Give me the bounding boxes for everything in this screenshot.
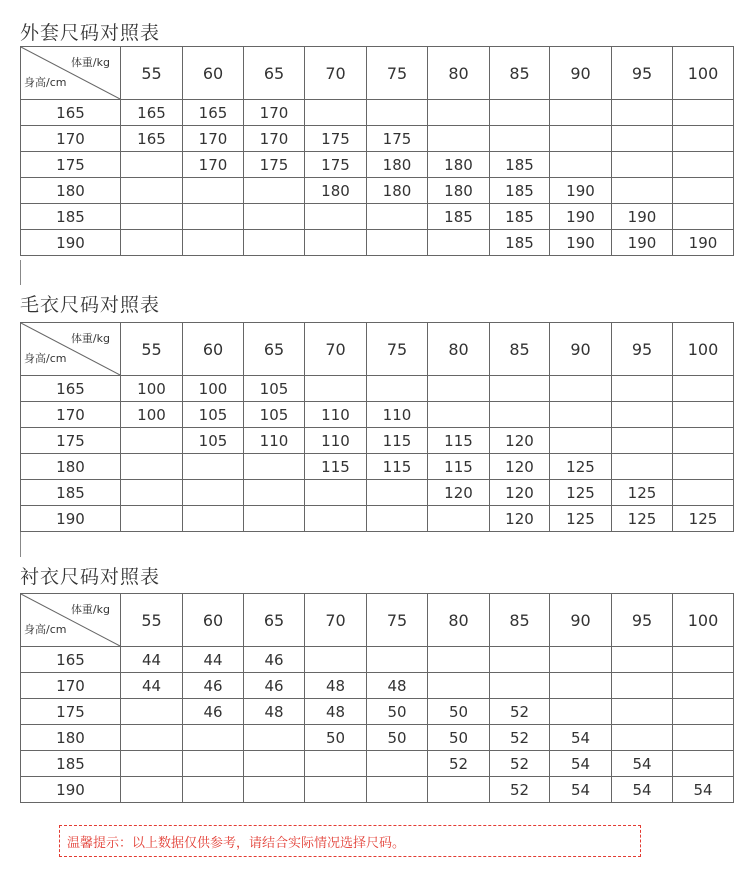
- size-cell: [490, 673, 550, 699]
- weight-header: 55: [121, 594, 183, 647]
- table-row: [21, 204, 734, 230]
- size-cell: 190: [673, 230, 734, 256]
- table-row: [21, 699, 734, 725]
- size-cell: [244, 480, 305, 506]
- size-cell: 125: [550, 454, 612, 480]
- size-cell: [183, 506, 244, 532]
- size-cell: [550, 376, 612, 402]
- size-cell: [121, 699, 183, 725]
- size-cell: [305, 376, 367, 402]
- size-cell: 190: [550, 178, 612, 204]
- size-cell: 190: [612, 230, 673, 256]
- size-cell: [612, 402, 673, 428]
- coat-size-table: [20, 46, 734, 256]
- size-cell: [428, 100, 490, 126]
- weight-header: 75: [367, 323, 428, 376]
- size-cell: 165: [121, 126, 183, 152]
- size-cell: 125: [550, 480, 612, 506]
- size-cell: [367, 480, 428, 506]
- size-cell: [367, 376, 428, 402]
- size-cell: 44: [121, 673, 183, 699]
- size-cell: [305, 100, 367, 126]
- header-corner-cell: [21, 323, 121, 376]
- size-cell: [121, 751, 183, 777]
- size-cell: [305, 506, 367, 532]
- size-cell: [490, 100, 550, 126]
- size-cell: [367, 647, 428, 673]
- size-cell: [183, 751, 244, 777]
- size-cell: 46: [244, 673, 305, 699]
- size-cell: 115: [428, 428, 490, 454]
- height-cell: 165: [21, 376, 121, 402]
- size-cell: 180: [305, 178, 367, 204]
- size-cell: 175: [244, 152, 305, 178]
- size-cell: 54: [550, 777, 612, 803]
- size-cell: [428, 777, 490, 803]
- table-row: [21, 402, 734, 428]
- size-cell: [244, 725, 305, 751]
- size-cell: 170: [244, 126, 305, 152]
- size-cell: 110: [305, 402, 367, 428]
- size-cell: 180: [428, 178, 490, 204]
- size-cell: [673, 751, 734, 777]
- size-cell: [121, 230, 183, 256]
- table-row: [21, 725, 734, 751]
- size-cell: [612, 376, 673, 402]
- height-cell: 190: [21, 506, 121, 532]
- table-row: [21, 454, 734, 480]
- size-cell: [183, 230, 244, 256]
- height-axis-label: 身高/cm: [24, 352, 67, 365]
- size-cell: 48: [305, 673, 367, 699]
- size-cell: [673, 152, 734, 178]
- table-row: [21, 152, 734, 178]
- size-cell: [673, 454, 734, 480]
- size-cell: 115: [367, 428, 428, 454]
- size-cell: 190: [550, 230, 612, 256]
- weight-axis-label: 体重/kg: [70, 332, 110, 345]
- weight-header: 65: [244, 594, 305, 647]
- size-cell: [367, 777, 428, 803]
- size-cell: [673, 725, 734, 751]
- size-cell: [244, 777, 305, 803]
- size-cell: 125: [550, 506, 612, 532]
- weight-header: 95: [612, 47, 673, 100]
- size-cell: [244, 506, 305, 532]
- table-row: [21, 751, 734, 777]
- size-cell: 54: [612, 777, 673, 803]
- size-cell: [550, 647, 612, 673]
- size-cell: 185: [428, 204, 490, 230]
- shirt-size-table: [20, 593, 734, 803]
- size-cell: 110: [305, 428, 367, 454]
- weight-header: 65: [244, 323, 305, 376]
- table-row: [21, 376, 734, 402]
- height-cell: 165: [21, 100, 121, 126]
- height-cell: 175: [21, 152, 121, 178]
- size-cell: [428, 402, 490, 428]
- size-cell: 175: [305, 152, 367, 178]
- size-cell: 46: [183, 673, 244, 699]
- weight-header: 75: [367, 594, 428, 647]
- height-cell: 170: [21, 673, 121, 699]
- weight-header: 55: [121, 323, 183, 376]
- sweater-size-title: 毛衣尺码对照表: [20, 294, 161, 316]
- height-cell: 180: [21, 725, 121, 751]
- size-cell: [550, 428, 612, 454]
- table-row: [21, 126, 734, 152]
- weight-header: 60: [183, 594, 244, 647]
- table-row: [21, 100, 734, 126]
- weight-header: 95: [612, 323, 673, 376]
- size-cell: [305, 480, 367, 506]
- table-row: [21, 777, 734, 803]
- size-cell: [612, 428, 673, 454]
- weight-header: 70: [305, 47, 367, 100]
- size-cell: [428, 126, 490, 152]
- size-cell: 120: [490, 428, 550, 454]
- size-cell: [612, 454, 673, 480]
- size-cell: 125: [612, 506, 673, 532]
- size-cell: 48: [244, 699, 305, 725]
- size-cell: 50: [428, 725, 490, 751]
- size-cell: [305, 204, 367, 230]
- size-cell: [121, 152, 183, 178]
- height-cell: 175: [21, 428, 121, 454]
- size-cell: 190: [612, 204, 673, 230]
- section-divider: [20, 532, 21, 557]
- size-cell: [612, 725, 673, 751]
- table-row: [21, 673, 734, 699]
- size-cell: [612, 126, 673, 152]
- size-cell: 100: [121, 402, 183, 428]
- size-cell: [367, 230, 428, 256]
- height-cell: 185: [21, 480, 121, 506]
- size-cell: 46: [244, 647, 305, 673]
- size-cell: [428, 376, 490, 402]
- height-cell: 165: [21, 647, 121, 673]
- size-cell: [550, 402, 612, 428]
- size-cell: [550, 100, 612, 126]
- size-cell: 120: [428, 480, 490, 506]
- size-cell: [673, 178, 734, 204]
- size-cell: 105: [183, 402, 244, 428]
- size-cell: [673, 126, 734, 152]
- size-cell: [244, 204, 305, 230]
- size-cell: [612, 673, 673, 699]
- size-cell: 180: [367, 152, 428, 178]
- weight-header: 65: [244, 47, 305, 100]
- size-cell: [244, 751, 305, 777]
- weight-axis-label: 体重/kg: [70, 603, 110, 616]
- size-cell: 175: [367, 126, 428, 152]
- size-cell: 120: [490, 506, 550, 532]
- weight-header: 85: [490, 323, 550, 376]
- size-cell: 125: [612, 480, 673, 506]
- size-cell: [121, 454, 183, 480]
- size-cell: 50: [305, 725, 367, 751]
- size-cell: 100: [121, 376, 183, 402]
- size-cell: [612, 178, 673, 204]
- tip-text: 温馨提示：以上数据仅供参考，请结合实际情况选择尺码。: [67, 835, 406, 851]
- size-cell: [121, 428, 183, 454]
- size-cell: [121, 725, 183, 751]
- height-cell: 190: [21, 230, 121, 256]
- size-cell: [612, 699, 673, 725]
- size-cell: 120: [490, 454, 550, 480]
- size-cell: [673, 402, 734, 428]
- size-cell: [367, 100, 428, 126]
- size-cell: 52: [490, 725, 550, 751]
- size-cell: 180: [367, 178, 428, 204]
- size-cell: [490, 376, 550, 402]
- height-axis-label: 身高/cm: [24, 623, 67, 636]
- size-cell: 185: [490, 152, 550, 178]
- size-cell: [673, 428, 734, 454]
- size-cell: [550, 673, 612, 699]
- size-cell: [305, 777, 367, 803]
- size-cell: 46: [183, 699, 244, 725]
- size-cell: [612, 152, 673, 178]
- size-cell: [121, 178, 183, 204]
- height-cell: 185: [21, 204, 121, 230]
- size-cell: 52: [490, 699, 550, 725]
- size-cell: 48: [305, 699, 367, 725]
- size-cell: [183, 480, 244, 506]
- size-cell: 54: [612, 751, 673, 777]
- size-cell: [183, 454, 244, 480]
- size-cell: [428, 230, 490, 256]
- size-cell: 165: [183, 100, 244, 126]
- size-cell: 54: [550, 725, 612, 751]
- size-cell: [490, 647, 550, 673]
- weight-header: 85: [490, 594, 550, 647]
- size-cell: [550, 699, 612, 725]
- weight-axis-label: 体重/kg: [70, 56, 110, 69]
- size-cell: [428, 647, 490, 673]
- size-cell: [244, 178, 305, 204]
- weight-header: 70: [305, 323, 367, 376]
- sweater-size-table: [20, 322, 734, 532]
- size-cell: [244, 454, 305, 480]
- size-cell: 120: [490, 480, 550, 506]
- height-cell: 175: [21, 699, 121, 725]
- size-cell: 190: [550, 204, 612, 230]
- weight-header: 75: [367, 47, 428, 100]
- size-cell: [121, 480, 183, 506]
- size-cell: 115: [367, 454, 428, 480]
- size-cell: 50: [367, 699, 428, 725]
- height-cell: 180: [21, 454, 121, 480]
- table-row: [21, 178, 734, 204]
- size-cell: 52: [490, 751, 550, 777]
- coat-size-title: 外套尺码对照表: [20, 22, 161, 44]
- size-cell: [367, 751, 428, 777]
- size-cell: 52: [490, 777, 550, 803]
- size-cell: [612, 100, 673, 126]
- size-cell: 165: [121, 100, 183, 126]
- height-cell: 180: [21, 178, 121, 204]
- tip-box: [59, 825, 641, 857]
- height-axis-label: 身高/cm: [24, 76, 67, 89]
- size-cell: 115: [428, 454, 490, 480]
- size-cell: [183, 204, 244, 230]
- header-corner-cell: [21, 47, 121, 100]
- size-cell: [673, 480, 734, 506]
- weight-header: 95: [612, 594, 673, 647]
- weight-header: 80: [428, 47, 490, 100]
- height-cell: 185: [21, 751, 121, 777]
- size-cell: [673, 699, 734, 725]
- size-cell: [305, 751, 367, 777]
- weight-header: 80: [428, 323, 490, 376]
- size-cell: 170: [244, 100, 305, 126]
- size-cell: [490, 126, 550, 152]
- size-cell: 50: [367, 725, 428, 751]
- header-corner-cell: [21, 594, 121, 647]
- table-row: [21, 647, 734, 673]
- size-cell: [183, 777, 244, 803]
- size-cell: 175: [305, 126, 367, 152]
- size-cell: 170: [183, 152, 244, 178]
- size-cell: 170: [183, 126, 244, 152]
- weight-header: 100: [673, 594, 734, 647]
- table-row: [21, 506, 734, 532]
- weight-header: 60: [183, 47, 244, 100]
- weight-header: 55: [121, 47, 183, 100]
- table-row: [21, 480, 734, 506]
- size-cell: 185: [490, 204, 550, 230]
- size-cell: 180: [428, 152, 490, 178]
- size-cell: 54: [550, 751, 612, 777]
- weight-header: 85: [490, 47, 550, 100]
- size-cell: [183, 725, 244, 751]
- size-cell: [673, 100, 734, 126]
- size-cell: 105: [183, 428, 244, 454]
- weight-header: 70: [305, 594, 367, 647]
- size-cell: 100: [183, 376, 244, 402]
- table-row: [21, 428, 734, 454]
- size-cell: [121, 506, 183, 532]
- size-cell: [121, 204, 183, 230]
- size-cell: [428, 673, 490, 699]
- size-cell: 50: [428, 699, 490, 725]
- shirt-size-title: 衬衣尺码对照表: [20, 566, 161, 588]
- section-divider: [20, 260, 21, 285]
- weight-header: 100: [673, 323, 734, 376]
- size-cell: 185: [490, 230, 550, 256]
- size-cell: [673, 673, 734, 699]
- size-cell: 115: [305, 454, 367, 480]
- height-cell: 190: [21, 777, 121, 803]
- size-cell: [550, 152, 612, 178]
- size-cell: [428, 506, 490, 532]
- size-cell: [367, 506, 428, 532]
- size-cell: [490, 402, 550, 428]
- size-cell: [673, 647, 734, 673]
- size-cell: [673, 204, 734, 230]
- size-cell: 54: [673, 777, 734, 803]
- height-cell: 170: [21, 126, 121, 152]
- size-cell: 110: [244, 428, 305, 454]
- size-cell: 125: [673, 506, 734, 532]
- weight-header: 90: [550, 47, 612, 100]
- size-cell: [305, 647, 367, 673]
- size-cell: [121, 777, 183, 803]
- weight-header: 90: [550, 594, 612, 647]
- size-cell: 52: [428, 751, 490, 777]
- size-cell: [244, 230, 305, 256]
- size-cell: [612, 647, 673, 673]
- height-cell: 170: [21, 402, 121, 428]
- weight-header: 90: [550, 323, 612, 376]
- size-cell: 44: [121, 647, 183, 673]
- size-cell: [305, 230, 367, 256]
- weight-header: 100: [673, 47, 734, 100]
- size-cell: 185: [490, 178, 550, 204]
- weight-header: 60: [183, 323, 244, 376]
- weight-header: 80: [428, 594, 490, 647]
- size-cell: 105: [244, 402, 305, 428]
- size-cell: 44: [183, 647, 244, 673]
- size-cell: 105: [244, 376, 305, 402]
- table-row: [21, 230, 734, 256]
- size-cell: [550, 126, 612, 152]
- size-cell: [673, 376, 734, 402]
- size-cell: 48: [367, 673, 428, 699]
- size-cell: 110: [367, 402, 428, 428]
- size-cell: [183, 178, 244, 204]
- size-cell: [367, 204, 428, 230]
